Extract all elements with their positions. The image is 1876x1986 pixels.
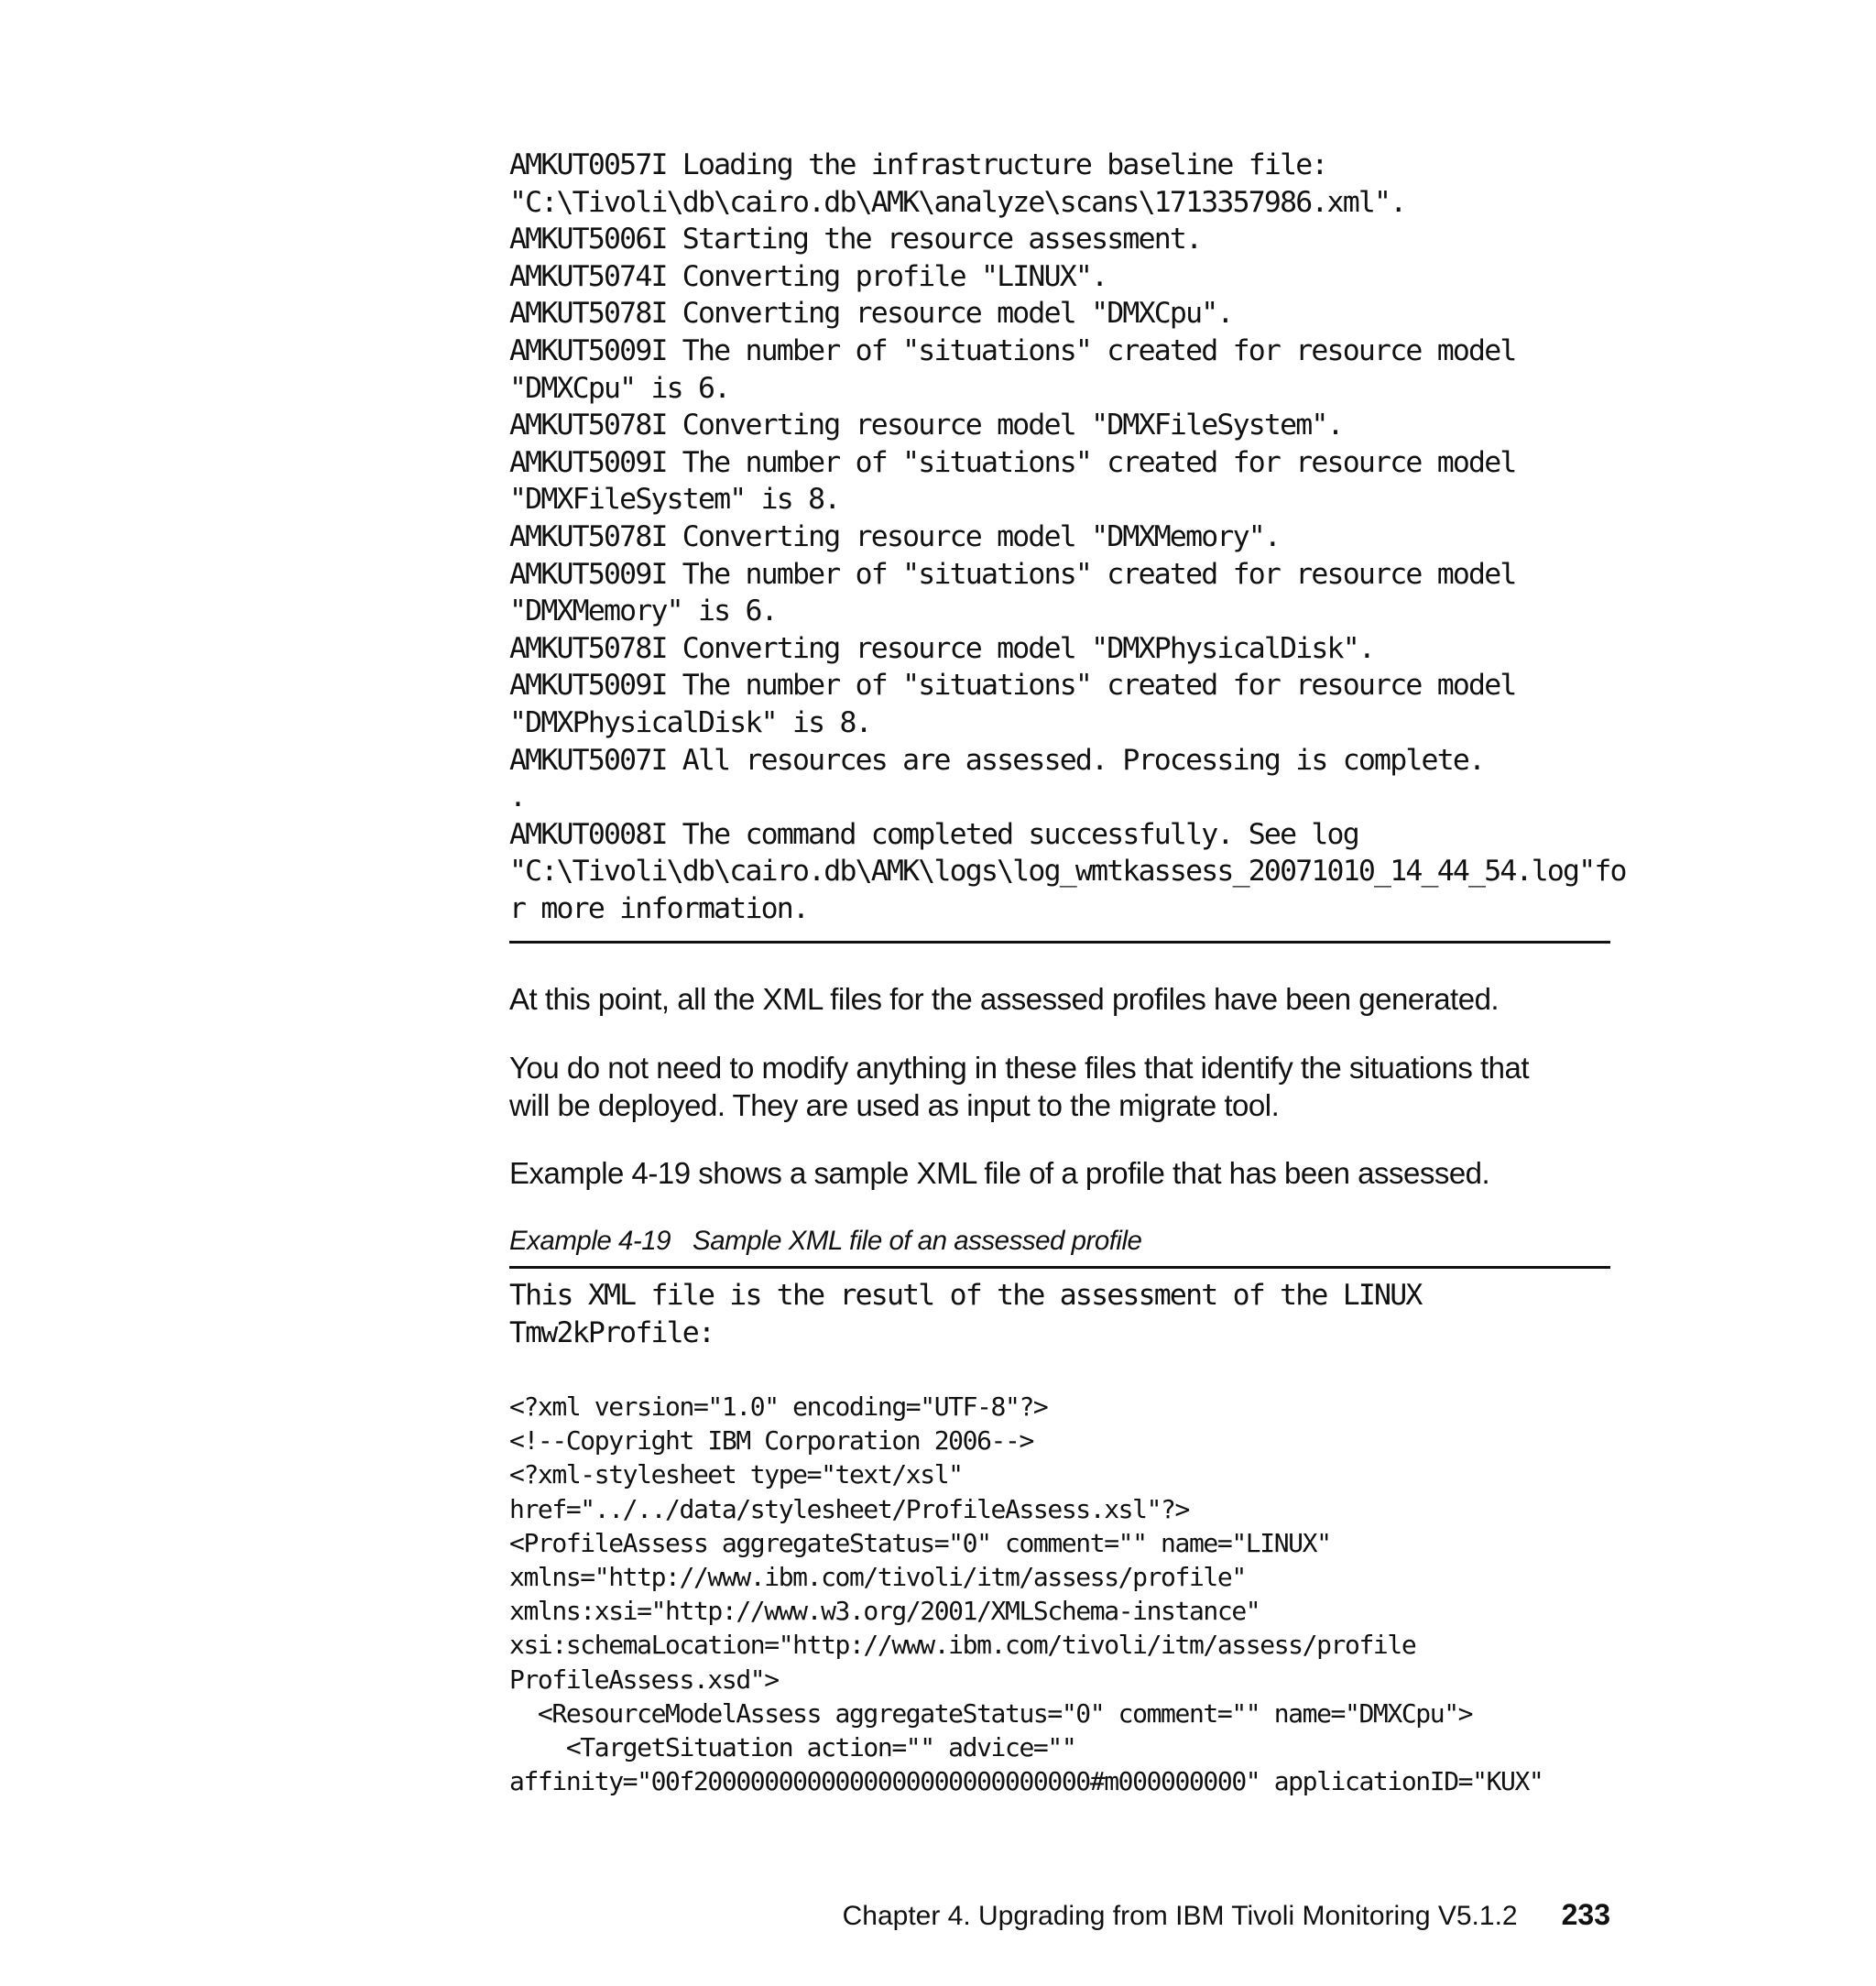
log-line: AMKUT5009I The number of "situations" created for resource model	[509, 333, 1516, 367]
footer-chapter-title: Chapter 4. Upgrading from IBM Tivoli Monitoring V5.1.2	[842, 1901, 1518, 1931]
caption-number: Example 4-19	[509, 1226, 671, 1256]
body-paragraph: At this point, all the XML files for the assessed profiles have been generated.	[509, 982, 1500, 1016]
example-caption	[509, 1225, 1610, 1258]
paragraph-line: will be deployed. They are used as input to the migrate tool.	[509, 1088, 1280, 1122]
xml-line: ProfileAssess.xsd">	[509, 1664, 779, 1695]
example-start-rule	[509, 1266, 1610, 1269]
xml-line: href="../../data/stylesheet/ProfileAssess.xsl"?>	[509, 1493, 1189, 1524]
log-line: "DMXFileSystem" is 8.	[509, 483, 840, 517]
intro-line: Tmw2kProfile:	[509, 1315, 714, 1349]
log-line: r more information.	[509, 891, 809, 925]
log-line: "DMXMemory" is 6.	[509, 595, 777, 628]
log-line: "C:\Tivoli\db\cairo.db\AMK\analyze\scans\1713357986.xml".	[509, 185, 1406, 219]
log-line: AMKUT0057I Loading the infrastructure baseline file:	[509, 148, 1327, 181]
body-paragraph	[509, 1049, 1610, 1124]
xml-line: affinity="00f2000000000000000000000000000#m000000000" applicationID="KUX"	[509, 1766, 1543, 1797]
log-line: AMKUT5078I Converting resource model "DMXCpu".	[509, 297, 1233, 331]
xml-line: <ResourceModelAssess aggregateStatus="0" comment="" name="DMXCpu">	[509, 1697, 1473, 1729]
log-line: AMKUT5009I The number of "situations" created for resource model	[509, 669, 1516, 703]
caption-title: Sample XML file of an assessed profile	[693, 1226, 1142, 1256]
log-line: AMKUT5009I The number of "situations" created for resource model	[509, 557, 1516, 591]
log-line: AMKUT5007I All resources are assessed. Processing is complete.	[509, 743, 1485, 777]
page-footer	[843, 1898, 1610, 1933]
log-line: AMKUT5006I Starting the resource assessment.	[509, 223, 1202, 256]
log-line: AMKUT5078I Converting resource model "DMXFileSystem".	[509, 409, 1343, 442]
intro-line: This XML file is the resutl of the assessment of the LINUX	[509, 1279, 1422, 1312]
xml-line: <TargetSituation action="" advice=""	[509, 1732, 1076, 1763]
log-line: "DMXPhysicalDisk" is 8.	[509, 705, 871, 739]
log-line: AMKUT0008I The command completed successfully. See log	[509, 817, 1358, 851]
example-intro-text	[509, 1277, 1610, 1351]
log-line: AMKUT5074I Converting profile "LINUX".	[509, 259, 1107, 293]
command-output-log	[509, 147, 1626, 927]
log-line: AMKUT5078I Converting resource model "DMXPhysicalDisk".	[509, 631, 1375, 665]
xml-line: xsi:schemaLocation="http://www.ibm.com/tivoli/itm/assess/profile	[509, 1630, 1416, 1661]
xml-line: <ProfileAssess aggregateStatus="0" comment="" name="LINUX"	[509, 1527, 1331, 1558]
log-line: .	[509, 780, 526, 814]
xml-line: <!--Copyright IBM Corporation 2006-->	[509, 1425, 1033, 1457]
xml-line: <?xml-stylesheet type="text/xsl"	[509, 1459, 963, 1490]
xml-line: <?xml version="1.0" encoding="UTF-8"?>	[509, 1391, 1048, 1422]
page-number: 233	[1561, 1898, 1610, 1931]
log-line: AMKUT5078I Converting resource model "DMXMemory".	[509, 519, 1281, 553]
body-paragraph: Example 4-19 shows a sample XML file of a profile that has been assessed.	[509, 1156, 1490, 1190]
xml-code-listing	[509, 1390, 1610, 1798]
paragraph-line: You do not need to modify anything in these files that identify the situations that	[509, 1051, 1530, 1085]
log-line: AMKUT5009I The number of "situations" created for resource model	[509, 445, 1516, 479]
log-line: "C:\Tivoli\db\cairo.db\AMK\logs\log_wmtkassess_20071010_14_44_54.log"fo	[509, 855, 1626, 889]
xml-line: xmlns:xsi="http://www.w3.org/2001/XMLSchema-instance"	[509, 1596, 1260, 1627]
example-end-rule	[509, 941, 1610, 944]
xml-line: xmlns="http://www.ibm.com/tivoli/itm/assess/profile"	[509, 1562, 1246, 1593]
log-line: "DMXCpu" is 6.	[509, 371, 730, 405]
